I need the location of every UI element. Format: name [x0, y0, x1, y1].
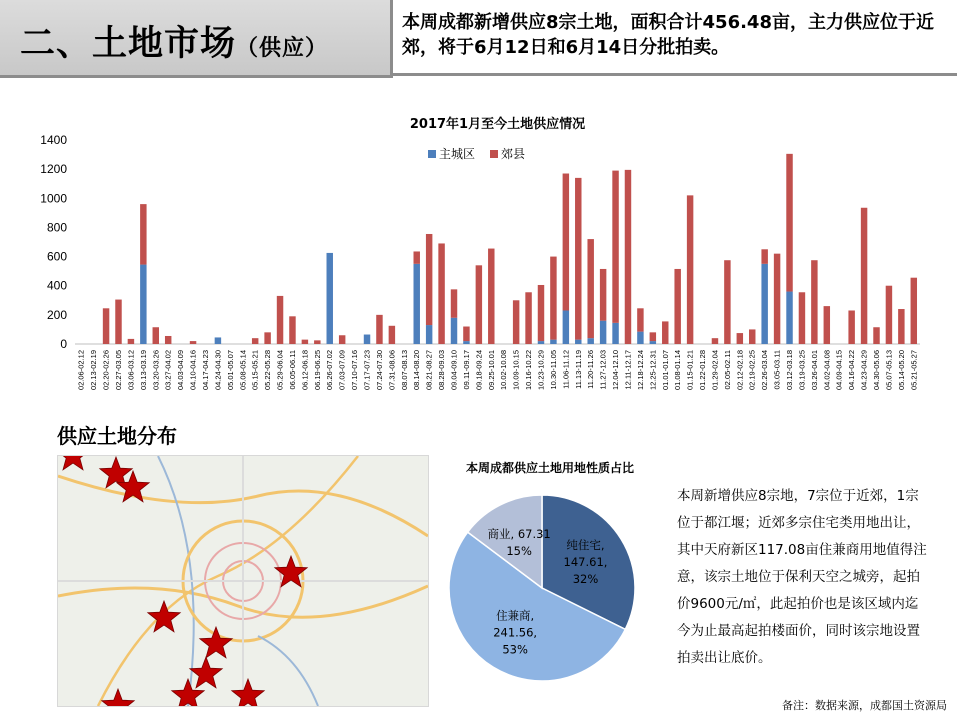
x-tick-label: 11.13-11.19	[573, 350, 583, 389]
bar-suburb	[128, 339, 134, 344]
x-tick-label: 04.03-04.09	[176, 350, 186, 391]
x-tick-label: 03.06-03.12	[126, 350, 136, 391]
land-parcel-star-marker	[275, 556, 307, 587]
x-tick-label: 10.02-10.08	[499, 350, 509, 391]
x-tick-label: 12.25-12.31	[648, 350, 658, 391]
bar-suburb	[712, 338, 718, 344]
x-tick-label: 03.12-03.18	[785, 350, 795, 391]
bar-main-city	[637, 332, 643, 344]
bar-suburb	[190, 341, 196, 344]
header-underline	[393, 73, 957, 76]
bar-main-city	[550, 340, 556, 344]
x-tick-label: 12.04-12.10	[611, 350, 621, 391]
bar-suburb	[799, 292, 805, 344]
bar-suburb	[389, 326, 395, 344]
x-tick-label: 09.25-10.01	[486, 350, 496, 391]
bar-suburb	[513, 300, 519, 344]
bar-suburb	[451, 289, 457, 317]
bar-suburb	[488, 249, 494, 344]
bar-suburb	[662, 321, 668, 344]
bar-suburb	[824, 306, 830, 344]
bar-suburb	[476, 265, 482, 344]
x-tick-label: 10.16-10.22	[524, 350, 534, 391]
bar-suburb	[339, 335, 345, 344]
pie-chart-title: 本周成都供应土地用地性质占比	[465, 461, 634, 475]
land-parcel-star-marker	[232, 679, 264, 706]
x-tick-label: 01.29-02.04	[710, 350, 720, 391]
bar-main-city	[786, 292, 792, 344]
x-tick-label: 05.07-05.13	[884, 350, 894, 391]
x-tick-label: 08.21-08.27	[424, 350, 434, 391]
page-subtitle: （供应）	[236, 36, 329, 61]
pie-label-percent: 32%	[572, 572, 599, 587]
land-parcel-star-marker	[190, 657, 222, 688]
bar-suburb	[550, 257, 556, 340]
map-section-title: 供应土地分布	[57, 424, 177, 448]
bar-suburb	[637, 308, 643, 331]
x-tick-label: 11.20-11.26	[586, 350, 596, 389]
x-tick-label: 07.03-07.09	[337, 350, 347, 391]
x-tick-label: 08.28-09.03	[437, 350, 447, 391]
x-tick-label: 04.10-04.16	[188, 350, 198, 391]
bar-suburb	[873, 327, 879, 344]
x-tick-label: 02.13-02.19	[89, 350, 99, 391]
bar-suburb	[898, 309, 904, 344]
x-tick-label: 11.27-12.03	[598, 350, 608, 390]
x-tick-label: 03.19-03.25	[797, 350, 807, 391]
x-tick-label: 03.05-03.11	[772, 350, 782, 390]
x-tick-label: 03.27-04.02	[163, 350, 173, 391]
x-tick-label: 10.23-10.29	[536, 350, 546, 391]
bar-suburb	[687, 195, 693, 344]
y-tick-label: 1400	[40, 133, 67, 147]
x-tick-label: 08.14-08.20	[412, 350, 422, 391]
x-tick-label: 06.26-07.02	[325, 350, 335, 391]
y-tick-label: 800	[46, 220, 67, 235]
land-parcel-star-marker	[58, 456, 89, 470]
x-tick-label: 05.21-05.27	[909, 350, 919, 391]
x-tick-label: 04.02-04.08	[822, 350, 832, 391]
x-tick-label: 06.19-06.25	[312, 350, 322, 391]
x-tick-label: 02.19-02.25	[747, 350, 757, 391]
bar-suburb	[525, 292, 531, 344]
x-tick-label: 09.11-09.17	[461, 350, 471, 390]
x-tick-label: 01.08-01.14	[673, 350, 683, 391]
x-tick-label: 02.27-03.05	[113, 350, 123, 391]
x-tick-label: 07.17-07.23	[362, 350, 372, 391]
bar-suburb	[587, 239, 593, 338]
x-tick-label: 06.12-06.18	[300, 350, 310, 391]
x-tick-label: 04.23-04.29	[859, 350, 869, 391]
supply-bar-chart	[0, 100, 957, 418]
x-tick-label: 05.14-05.20	[896, 350, 906, 391]
bar-main-city	[364, 335, 370, 344]
x-tick-label: 02.12-02.18	[735, 350, 745, 391]
bar-suburb	[625, 170, 631, 344]
x-tick-label: 12.18-12.24	[635, 350, 645, 391]
bar-suburb	[612, 171, 618, 323]
bar-suburb	[761, 249, 767, 264]
bar-suburb	[575, 178, 581, 340]
x-tick-label: 04.24-04.30	[213, 350, 223, 391]
x-tick-label: 05.29-06.04	[275, 350, 285, 391]
x-tick-label: 08.07-08.13	[399, 350, 409, 391]
x-tick-label: 06.05-06.11	[287, 350, 297, 390]
legend-swatch-suburb	[490, 150, 498, 158]
bar-suburb	[600, 269, 606, 321]
bar-suburb	[165, 336, 171, 344]
bar-suburb	[848, 310, 854, 344]
x-tick-label: 11.06-11.12	[561, 350, 571, 389]
bar-suburb	[786, 154, 792, 292]
x-tick-label: 03.20-03.26	[151, 350, 161, 391]
header-summary: 本周成都新增供应8宗土地，面积合计456.48亩，主力供应位于近郊，将于6月12日和6月14日分批拍卖。	[402, 12, 934, 58]
bar-suburb	[103, 308, 109, 344]
legend-swatch-main-city	[428, 150, 436, 158]
land-parcel-star-marker	[200, 627, 232, 658]
y-tick-label: 200	[46, 307, 67, 322]
x-tick-label: 02.05-02.11	[722, 350, 732, 390]
x-tick-label: 05.01-05.07	[225, 350, 235, 391]
bar-suburb	[252, 338, 258, 344]
x-tick-label: 09.18-09.24	[474, 350, 484, 391]
x-tick-label: 02.26-03.04	[760, 350, 770, 391]
pie-label-name: 住兼商,	[496, 608, 535, 623]
pie-label-name: 纯住宅,	[566, 538, 605, 553]
x-tick-label: 04.17-04.23	[200, 350, 210, 391]
bar-suburb	[811, 260, 817, 344]
x-tick-label: 03.13-03.19	[138, 350, 148, 391]
bar-suburb	[737, 333, 743, 344]
y-tick-label: 1200	[40, 162, 67, 177]
bar-suburb	[302, 340, 308, 344]
bar-suburb	[911, 278, 917, 344]
x-tick-label: 03.26-04.01	[809, 350, 819, 391]
x-tick-label: 05.15-05.21	[250, 350, 260, 391]
bar-main-city	[600, 321, 606, 344]
x-tick-label: 01.01-01.07	[660, 350, 670, 391]
bar-main-city	[761, 264, 767, 344]
x-tick-label: 02.20-02.26	[101, 350, 111, 391]
legend-label-main-city: 主城区	[439, 147, 476, 161]
bar-suburb	[115, 300, 121, 344]
bar-suburb	[774, 254, 780, 344]
x-tick-label: 04.16-04.22	[847, 350, 857, 391]
y-tick-label: 400	[46, 278, 67, 293]
pie-label-value: 241.56,	[493, 625, 538, 640]
bar-suburb	[538, 285, 544, 341]
y-tick-label: 1000	[40, 191, 67, 206]
x-tick-label: 05.08-05.14	[238, 350, 248, 391]
header-divider	[390, 0, 393, 78]
pie-label-percent: 53%	[502, 642, 528, 657]
bar-main-city	[463, 341, 469, 344]
bar-suburb	[886, 286, 892, 344]
y-tick-label: 0	[60, 337, 67, 351]
bar-main-city	[426, 325, 432, 344]
bar-suburb	[463, 327, 469, 342]
bar-suburb	[376, 315, 382, 344]
bar-suburb	[413, 251, 419, 263]
x-tick-label: 02.06-02.12	[76, 350, 86, 391]
land-distribution-map	[57, 455, 429, 707]
chart-title: 2017年1月至今土地供应情况	[409, 117, 586, 132]
legend-label-suburb: 郊县	[501, 147, 526, 161]
x-tick-label: 04.09-04.15	[834, 350, 844, 391]
pie-label-name-value: 商业, 67.31	[487, 527, 551, 542]
x-tick-label: 01.22-01.28	[698, 350, 708, 391]
bar-suburb	[140, 204, 146, 264]
page-title: 二、土地市场（供应）	[20, 24, 329, 64]
pie-label-percent: 15%	[506, 544, 532, 559]
bar-suburb	[650, 332, 656, 341]
bar-suburb	[438, 243, 444, 344]
bar-main-city	[215, 337, 221, 344]
bar-main-city	[563, 310, 569, 344]
bar-suburb	[563, 174, 569, 311]
x-tick-label: 05.22-05.28	[263, 350, 273, 391]
bar-suburb	[153, 327, 159, 344]
x-tick-label: 09.04-09.10	[449, 350, 459, 391]
bar-main-city	[575, 340, 581, 344]
bar-main-city	[327, 253, 333, 344]
land-parcel-star-marker	[148, 601, 180, 632]
x-tick-label: 07.10-07.16	[350, 350, 360, 391]
source-note: 备注：数据来源，成都国土资源局	[782, 699, 947, 712]
header-title-box	[0, 0, 390, 78]
bar-suburb	[264, 332, 270, 344]
x-tick-label: 04.30-05.06	[872, 350, 882, 391]
map-stars-layer	[58, 456, 428, 706]
pie-label-value: 147.61,	[563, 555, 608, 570]
bar-suburb	[314, 340, 320, 344]
x-tick-label: 12.11-12.17	[623, 350, 633, 390]
bar-suburb	[724, 260, 730, 344]
bar-suburb	[426, 234, 432, 325]
bar-suburb	[674, 269, 680, 344]
bar-main-city	[538, 341, 544, 344]
bar-suburb	[289, 316, 295, 344]
bar-suburb	[277, 296, 283, 344]
bar-suburb	[861, 208, 867, 344]
x-tick-label: 07.31-08.06	[387, 350, 397, 391]
y-tick-label: 600	[46, 249, 67, 264]
bar-main-city	[612, 323, 618, 344]
x-tick-label: 10.09-10.15	[511, 350, 521, 391]
x-tick-label: 01.15-01.21	[685, 350, 695, 391]
bar-main-city	[587, 338, 593, 344]
bar-main-city	[650, 341, 656, 344]
bar-suburb	[749, 329, 755, 344]
x-tick-label: 07.24-07.30	[374, 350, 384, 391]
land-use-pie-chart	[447, 478, 657, 698]
bar-main-city	[451, 318, 457, 344]
bar-main-city	[140, 265, 146, 344]
x-tick-label: 10.30-11.05	[548, 350, 558, 390]
bar-main-city	[413, 264, 419, 344]
land-parcel-star-marker	[102, 689, 134, 706]
description-text: 本周新增供应8宗地，7宗位于近郊，1宗位于都江堰；近郊多宗住宅类用地出让，其中天府新区117.08亩住兼商用地值得注意，该宗土地位于保利天空之城旁，起拍价9600元/㎡，此起拍价也是该区域内迄今为止最高起拍楼面价，同时该宗地设置拍卖出让底价。	[677, 488, 927, 666]
